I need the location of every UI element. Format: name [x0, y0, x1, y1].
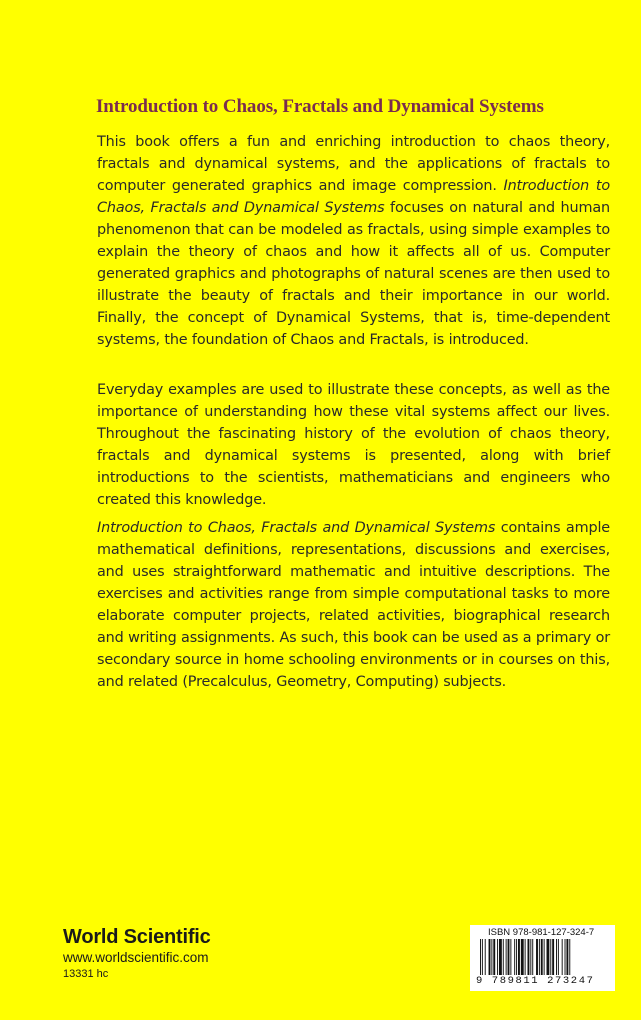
paragraph-1-text-b: focuses on natural and human phenomenon that can be modeled as fractals, using simple examples to explain the theory of chaos and how it affects all of us. Computer generated graphics and photographs of natural scenes are then used to illustrate the beauty of fractals and their importance in our world. Finally, the concept of Dynamical Systems, that is, time-dependent systems, the foundation of Chaos and Fractals, is introduced. — [97, 200, 610, 348]
barcode-bar — [503, 939, 504, 975]
description-paragraph-1 — [97, 131, 610, 351]
barcode-bar — [530, 939, 531, 975]
barcode-bar — [552, 939, 554, 975]
barcode-bar — [506, 939, 507, 975]
barcode-bar — [508, 939, 510, 975]
paragraph-3-italic-title: Introduction to Chaos, Fractals and Dynamical Systems — [97, 520, 496, 536]
barcode-icon — [480, 939, 608, 975]
barcode-bar — [550, 939, 551, 975]
barcode-bar — [539, 939, 540, 975]
barcode-bar — [547, 939, 550, 975]
barcode-bar — [480, 939, 481, 975]
barcode-bar — [489, 939, 491, 975]
publisher-name: World Scientific — [63, 926, 211, 948]
barcode-bar — [528, 939, 530, 975]
barcode-bar — [497, 939, 498, 975]
barcode-bar — [558, 939, 559, 975]
barcode-bar — [514, 939, 515, 975]
barcode-bar — [482, 939, 483, 975]
barcode-bar — [525, 939, 526, 975]
isbn-label: ISBN 978-981-127-324-7 — [488, 927, 595, 938]
barcode-panel — [470, 925, 615, 991]
barcode-bar — [510, 939, 511, 975]
barcode-bar — [541, 939, 543, 975]
publisher-block — [63, 925, 211, 982]
barcode-bar — [516, 939, 517, 975]
barcode-bar — [493, 939, 495, 975]
publisher-code: 13331 hc — [63, 968, 109, 980]
description-paragraph-2: Everyday examples are used to illustrate these concepts, as well as the importance of understanding how these vital systems affect our lives. Throughout the fascinating history of the evolution of chaos theory, fractals and dynamical systems is presented, along with brief introductions to the scientists, mathematicians and engineers who created this knowledge. — [97, 382, 610, 508]
barcode-bar — [565, 939, 566, 975]
barcode-bar — [491, 939, 492, 975]
publisher-url: www.worldscientific.com — [63, 950, 209, 965]
barcode-bar — [566, 939, 568, 975]
barcode-bar — [485, 939, 486, 975]
barcode-bar — [569, 939, 570, 975]
paragraph-1-text-a: This book offers a fun and enriching introduction to chaos theory, fractals and dynamical systems, and the applications of fractals to computer generated graphics and image compression. — [97, 134, 610, 194]
paragraph-1-italic-title: Introduction to Chaos, Fractals and Dynamical Systems — [97, 178, 611, 216]
description-paragraph-3 — [97, 517, 610, 693]
barcode-bar — [499, 939, 502, 975]
barcode-bar — [521, 939, 524, 975]
barcode-bar — [544, 939, 545, 975]
paragraph-3-text: contains ample mathematical definitions, representations, discussions and exercises, and uses straightforward mathematic and intuitive descriptions. The exercises and activities range from simple computational tasks to more elaborate computer projects, related activities, biographical research and writing assignments. As such, this book can be used as a primary or secondary source in home schooling environments or in courses on this, and related (Precalculus, Geometry, Computing) subjects. — [97, 520, 610, 690]
barcode-bar — [532, 939, 533, 975]
barcode-bar — [518, 939, 520, 975]
book-title: Introduction to Chaos, Fractals and Dynamical Systems — [96, 96, 544, 117]
barcode-digits: 9 789811 273247 — [476, 975, 595, 987]
barcode-bar — [536, 939, 538, 975]
barcode-bar — [556, 939, 557, 975]
barcode-bar — [562, 939, 563, 975]
